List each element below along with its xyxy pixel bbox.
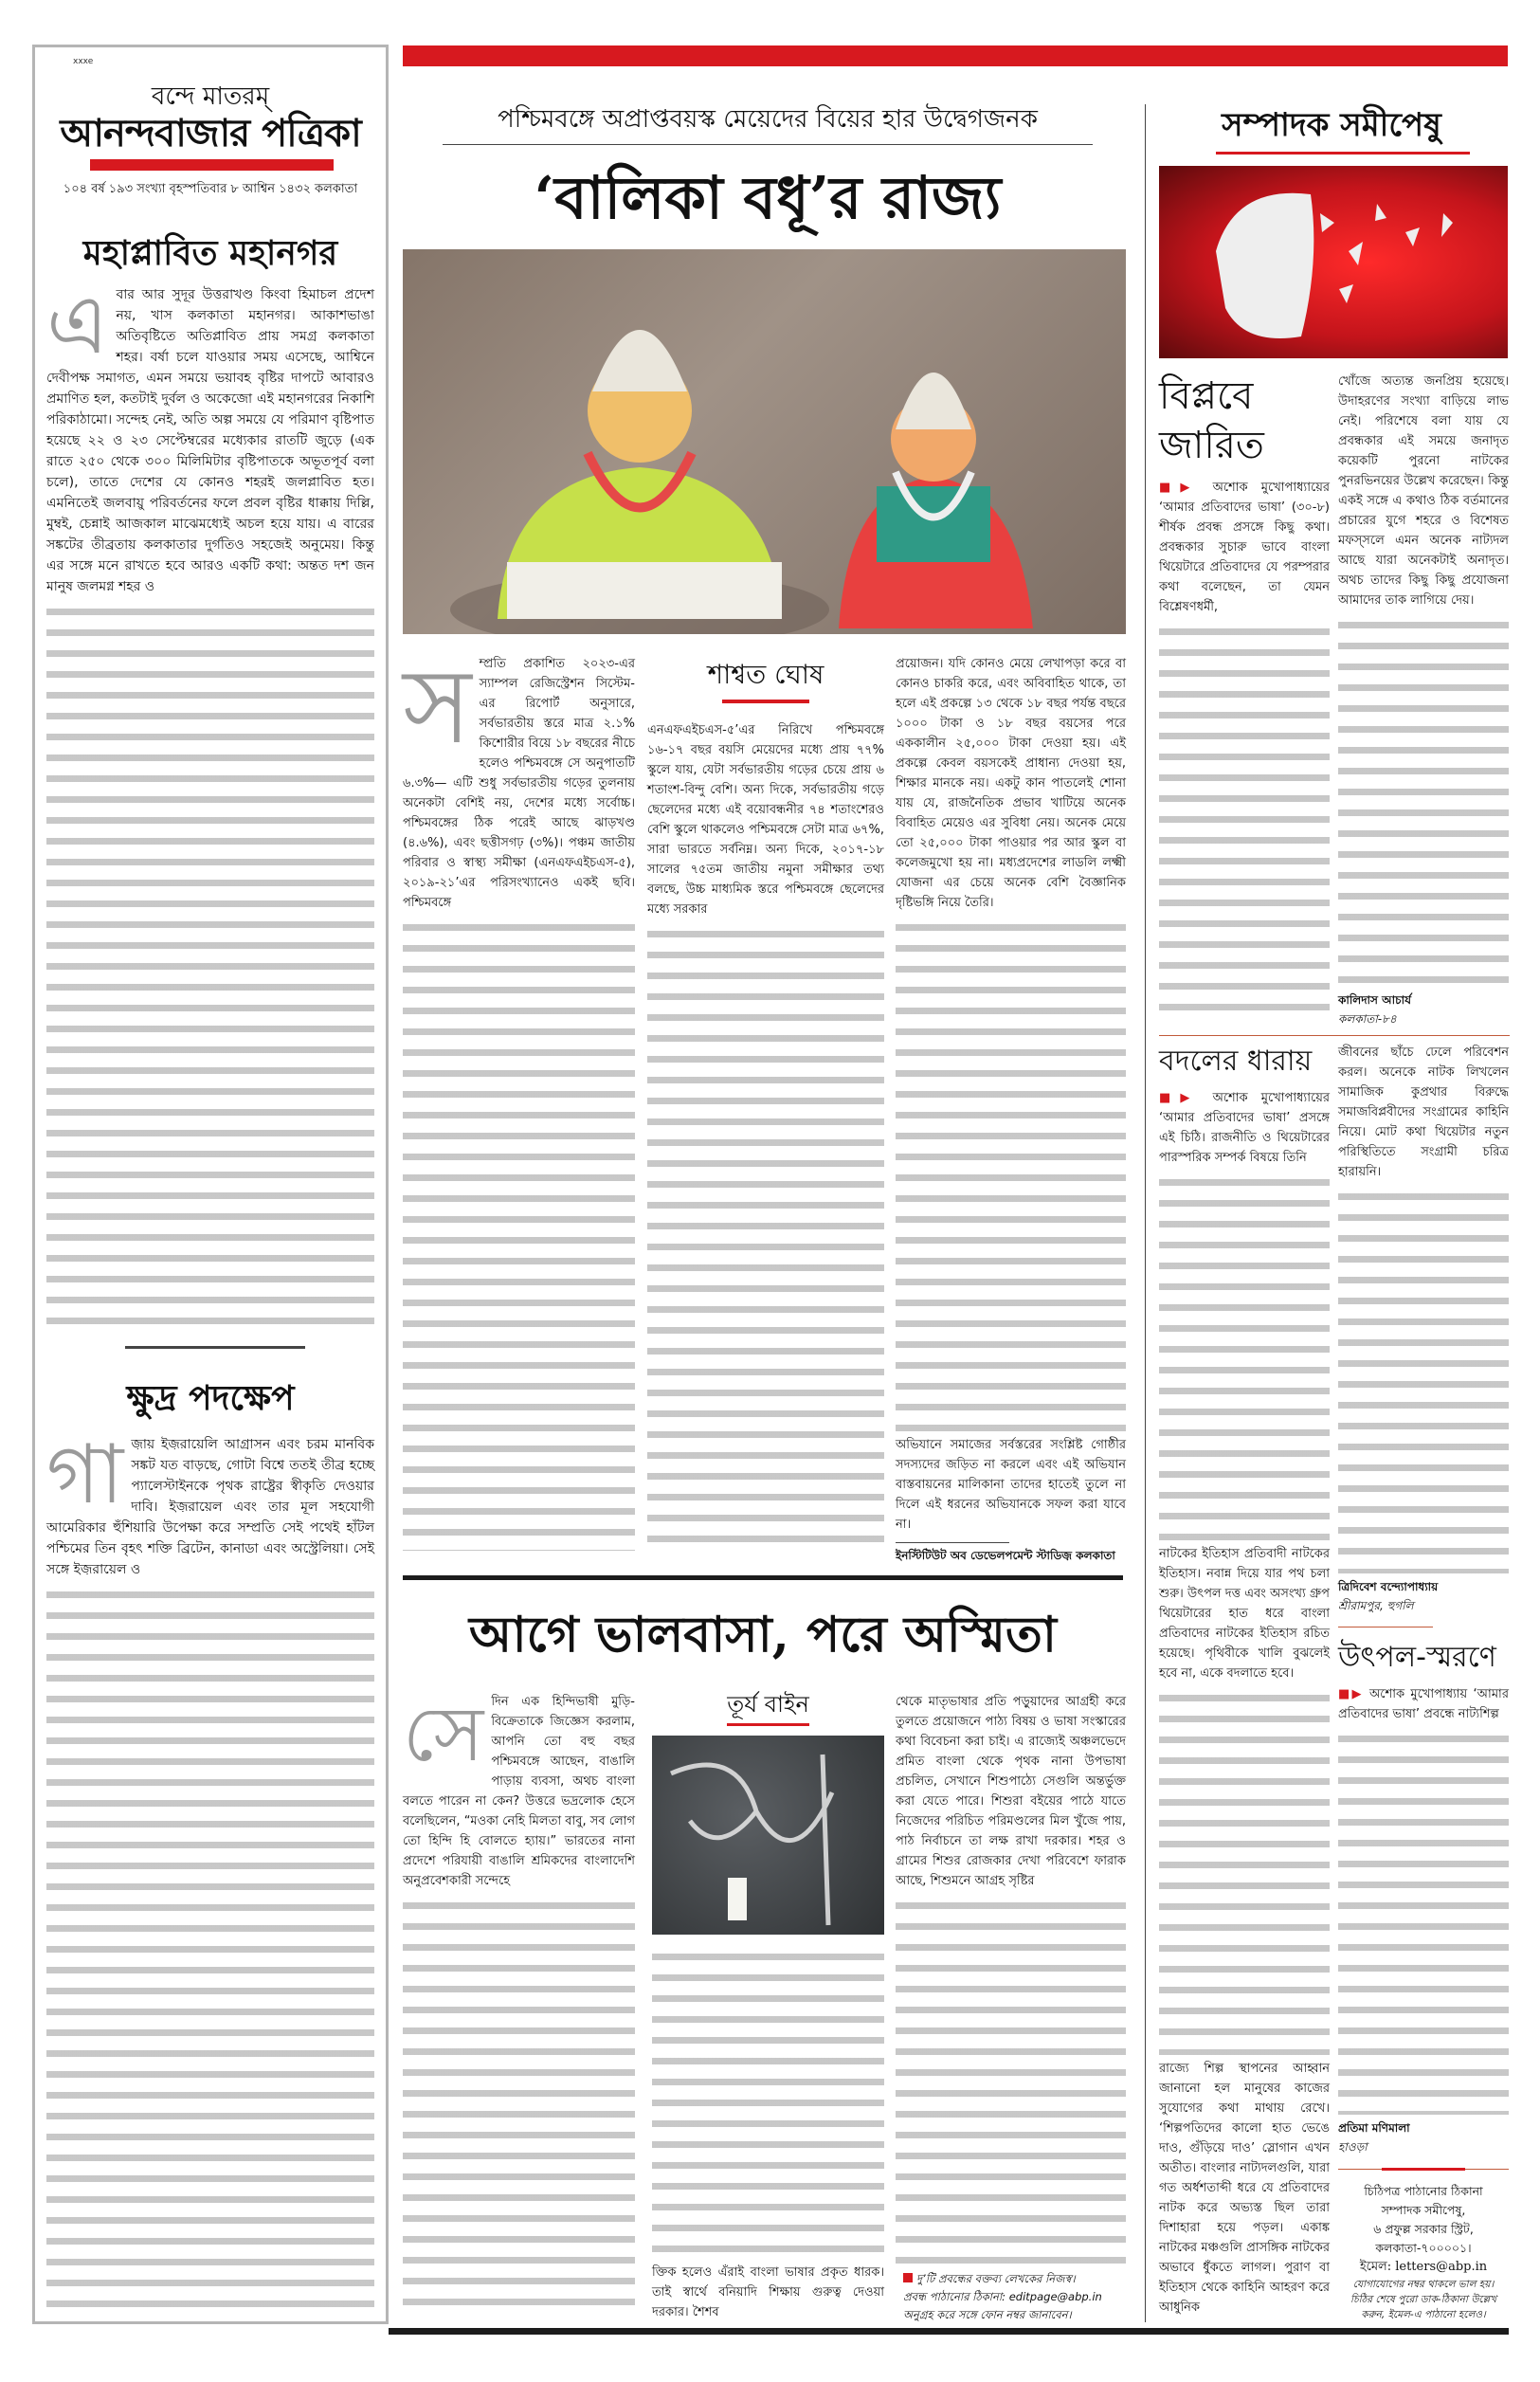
divider [1338, 2168, 1509, 2171]
letter-body-continued [1338, 1728, 1509, 2116]
letter-body-continued [1159, 621, 1330, 1025]
letter-2-left [1159, 1043, 1330, 2318]
second-col-3-continued [896, 1895, 1126, 2266]
letter-body-2: রাজ্যে শিল্প স্থাপনের আহ্বান জানানো হল মানুষের কাজের সুযোগের কথা মাথায় রেখে। ‘শিল্পপতিদের কালো হাত ভেঙে দাও, গুঁড়িয়ে দাও’ স্লোগান এখন অতীত। বাংলার নাট্যদলগুলি, যারা গত অর্ধশতাব্দী ধরে যে প্রতিবাদের নাটক করে অভ্যস্ত ছিল তারা দিশাহারা হয়ে পড়ল। একাঙ্ক নাটকের মঞ্চগুলি প্রাসঙ্গিক নাটকের অভাবে ধুঁকতে লাগল। পুরাণ বা ইতিহাস থেকে কাহিনি আহরণ করে আধুনিক [1159, 2062, 1330, 2315]
letter-author: প্রতিমা মণিমালা [1338, 2121, 1410, 2135]
drop-cap: সে [403, 1690, 484, 1778]
dolls-illustration [403, 249, 1126, 634]
kicker-underline [443, 144, 1093, 145]
top-red-bar [403, 45, 1508, 66]
disclaimer-box: দু’টি প্রবন্ধের বক্তব্য লেখকের নিজস্ব। প্রবন্ধ পাঠানোর ঠিকানা: editpage@abp.in অনুগ্রহ করে সঙ্গে ফোন নম্বর জানাবেন। [896, 2270, 1126, 2324]
letter-body-2: খোঁজে অত্যন্ত জনপ্রিয় হয়েছে। উদাহরণের সংখ্যা বাড়িয়ে লাভ নেই। পরিশেষে বলা যায় যে প্রবন্ধকার এই সময়ে জনাদৃত কয়েকটি পুরনো নাটকের পুনরভিনয়ের উল্লেখ করেছেন। কিন্তু একই সঙ্গে এ কথাও ঠিক বর্তমানের প্রচারের যুগে শহরে ও বিশেষত মফস্সলে এমন অনেক নাট্যদল আছে যারা অনেকটাই অনাদৃত। অথচ তাদের কিছু কিছু প্রযোজনা আমাদের তাক লাগিয়ে দেয়। [1338, 374, 1509, 608]
drop-cap: গা [46, 1427, 124, 1522]
lead-byline: শাশ্বত ঘোষ [707, 659, 824, 690]
letter-body: ■▶ অশোক মুখোপাধ্যায়ের ‘আমার প্রতিবাদের ভাষা’ প্রসঙ্গে এই চিঠি। রাজনীতি ও থিয়েটারের পারস্পরিক সম্পর্ক বিষয়ে তিনি [1159, 1091, 1331, 1165]
section-rule [403, 1575, 1123, 1580]
letter-place: হাওড়া [1338, 2140, 1368, 2154]
second-col-2-text [652, 1946, 884, 2259]
letter-author: ত্রিদিবেশ বন্দ্যোপাধ্যায় [1338, 1579, 1439, 1593]
letters-address-box: চিঠিপত্র পাঠানোর ঠিকানা সম্পাদক সমীপেষু, ৬ প্রফুল্ল সরকার স্ট্রিট, কলকাতা-৭০০০০১। ইমেল: letters@abp.in যোগাযোগের নম্বর থাকলে ভাল হয়। চিঠির শেষে পুরো ডাক-ঠিকানা উল্লেখ করুন, ইমেল-এ পাঠানো হলেও। [1338, 2182, 1509, 2322]
second-column-1 [403, 1692, 635, 2322]
arrow-bullet-icon: ■▶ [1338, 1686, 1370, 1701]
letters-email: ইমেল: letters@abp.in [1359, 2260, 1488, 2274]
broken-mask-icon [1159, 166, 1508, 358]
chalkboard-photo [652, 1736, 884, 1935]
lead-column-3 [896, 654, 1126, 1564]
lead-col-3-continued [896, 917, 1126, 1431]
editorial-headline: মহাপ্লাবিত মহানগর [82, 233, 338, 273]
dateline: ১০৪ বর্ষ ১৯৩ সংখ্যা বৃহস্পতিবার ৮ আশ্বিন ১৪৩২ কলকাতা [63, 182, 358, 196]
byline-underline [722, 700, 809, 703]
bottom-rule [389, 2328, 1509, 2335]
drop-cap: স [403, 646, 472, 767]
letter-title: উৎপল-স্মরণে [1338, 1640, 1496, 1674]
second-col-3: থেকে মাতৃভাষার প্রতি পড়ুয়াদের আগ্রহী করে তুলতে প্রয়োজনে পাঠ্য বিষয় ও ভাষা সংস্কারের কথা বিবেচনা করা চাই। এ রাজ্যেই অঞ্চলভেদে প্রমিত বাংলা থেকে পৃথক নানা উপভাষা প্রচলিত, সেখানে শিশুপাঠ্যে সেগুলি অন্তর্ভুক্ত করা যেতে পারে। শিশুরা বইয়ের পাঠে যাতে নিজেদের পরিচিত পরিমণ্ডলের মিল খুঁজে পায়, পাঠ নির্বাচনে তা লক্ষ রাখা দরকার। শহর ও গ্রামের শিশুর রোজকার দেখা পরিবেশে ফারাক আছে, শিশুমনে আগ্রহ সৃষ্টির [896, 1695, 1126, 1888]
masthead-logo: আনন্দবাজার পত্রিকা [60, 111, 361, 155]
letter-body-3: নাটকের ইতিহাস প্রতিবাদী নাটকের ইতিহাস। নবান্ন দিয়ে যার পথ চলা শুরু। উৎপল দত্ত এবং অসংখ্য গ্রুপ থিয়েটারের হাত ধরে বাংলা প্রতিবাদের নাটকের ইতিহাস রচিত হয়েছে। পৃথিবীকে খালি বুঝলেই হবে না, একে বদলাতে হবে। [1159, 1546, 1330, 1681]
editorial2-headline: ক্ষুদ্র পদক্ষেপ [126, 1378, 295, 1418]
letter-body-continued [1159, 1172, 1330, 1540]
second-headline: আগে ভালবাসা, পরে অস্মিতা [468, 1606, 1057, 1664]
byline-underline [727, 1723, 809, 1726]
lead-col-1: সম্প্রতি প্রকাশিত ২০২৩-এর স্যাম্পল রেজিস্ট্রেশন সিস্টেম-এর রিপোর্ট অনুসারে, সর্বভারতীয় স্তরে মাত্র ২.১% কিশোরীর বিয়ে ১৮ বছরের নীচে হলেও পশ্চিমবঙ্গে সে অনুপাতটি ৬.৩%— এটি শুধু সর্বভারতীয় গড়ের তুলনায় অনেকটা বেশিই নয়, দেশের মধ্যে সর্বোচ্চ। পশ্চিমবঙ্গের ঠিক পরেই আছে ঝাড়খণ্ড (৪.৬%), এবং ছত্তীসগঢ় (৩%)। পঞ্চম জাতীয় পরিবার ও স্বাস্থ্য সমীক্ষা (এনএফএইচএস-৫), ২০১৯-২১’এর পরিসংখ্যানেও একই ছবি। পশ্চিমবঙ্গে [403, 646, 635, 910]
drop-cap: এ [46, 278, 109, 373]
divider-accent [1382, 2168, 1465, 2171]
editorial-column-body [46, 278, 374, 1332]
second-column-3 [896, 1692, 1126, 2324]
second-col-2-end: ক্তিক হলেও এঁরাই বাংলা ভাষার প্রকৃত ধারক। তাই স্বার্থে বনিয়াদি শিক্ষায় গুরুত্ব দেওয়া দরকার। শৈশব [652, 2265, 884, 2319]
arrow-bullet-icon: ■▶ [1159, 1091, 1213, 1105]
editorial-column [32, 45, 389, 2324]
lead-col-3-end: অভিযানে সমাজের সর্বস্তরের সংশ্লিষ্ট গোষ্ঠীর সদস্যদের জড়িত না করলে এবং এই অভিযান বাস্তবায়নের মালিকানা তাদের হাতেই তুলে না দিলে এই ধরনের অভিযানকে সফল করা যাবে না। [896, 1438, 1126, 1532]
second-col-1-continued [403, 1895, 635, 2318]
letter-body-2-continued [1338, 1186, 1509, 1573]
editorial2-column-body [46, 1427, 374, 2316]
lead-headline: ‘বালিকা বধূ’র রাজ্য [534, 163, 1002, 232]
chalk-letter-drawing [652, 1736, 884, 1935]
editorial-body-continued [46, 601, 374, 1328]
red-square-icon [903, 2273, 913, 2282]
letter-body: ■▶ অশোক মুখোপাধ্যায় ‘আমার প্রতিবাদের ভাষা’ প্রবন্ধে নাট্যশিল্প [1338, 1686, 1509, 1721]
letter-title: বদলের ধারায় [1159, 1045, 1313, 1078]
author-note-rule [896, 1542, 1009, 1543]
lead-col-2: এনএফএইচএস-৫’এর নিরিখে পশ্চিমবঙ্গে ১৬-১৭ বছর বয়সি মেয়েদের মধ্যে প্রায় ৭৭% স্কুলে যায়, যেটা সর্বভারতীয় গড়ের চেয়ে প্রায় ৬ শতাংশ-বিন্দু বেশি। অন্য দিকে, সর্বভারতীয় গড়ে ছেলেদের মধ্যে এই বয়োবন্ধনীর ৭৪ শতাংশেরও বেশি স্কুলে থাকলেও পশ্চিমবঙ্গে সেটা মাত্র ৬৭%, সারা ভারতে সর্বনিম্ন। অন্য দিকে, ২০১৭-১৮ সালের ৭৫তম জাতীয় নমুনা সমীক্ষার তথ্য বলছে, উচ্চ মাধ্যমিক স্তরে পশ্চিমবঙ্গে ছেলেদের মধ্যে সরকার [647, 723, 884, 917]
arrow-bullet-icon: ■▶ [1159, 481, 1213, 495]
letter-title: বিপ্লবে জারিত [1159, 374, 1264, 467]
letter-1-left [1159, 372, 1330, 1028]
lead-column-2 [647, 654, 884, 1555]
letter-body: ■▶ অশোক মুখোপাধ্যায়ের ‘আমার প্রতিবাদের ভাষা’ (৩০-৮) শীর্ষক প্রবন্ধ প্রসঙ্গে কিছু কথা। প্রবন্ধকার সুচারু ভাবে বাংলা থিয়েটারে প্রতিবাদের যে পরম্পরার কথা বলেছেন, তা যেমন বিশ্লেষণধর্মী, [1159, 481, 1331, 614]
letters-section-title: সম্পাদক সমীপেষু [1222, 106, 1441, 144]
author-note: ইনস্টিটিউট অব ডেভেলপমেন্ট স্টাডিজ় কলকাতা [896, 1549, 1115, 1562]
letter-body-2: জীবনের ছাঁচে ঢেলে পরিবেশন করল। অনেকে নাটক লিখলেন সামাজিক কুপ্রথার বিরুদ্ধে সমাজবিপ্লবীদের সংগ্রামের কাহিনি নিয়ে। মোট কথা থিয়েটার নতুন পরিস্থিতিতে সংগ্রামী চরিত্র হারায়নি। [1338, 1046, 1509, 1179]
letter-place: কলকাতা-৮৪ [1338, 1012, 1397, 1026]
title-underline [1216, 152, 1470, 155]
letter-body-3-continued [1159, 1687, 1330, 2056]
second-column-2 [652, 1687, 884, 2322]
letter-1-right [1338, 372, 1509, 1028]
divider [125, 1346, 305, 1349]
lead-kicker: পশ্চিমবঙ্গে অপ্রাপ্তবয়স্ক মেয়েদের বিয়ের হার উদ্বেগজনক [498, 105, 1038, 134]
theatre-mask-illustration [1159, 166, 1508, 358]
lead-col-3: প্রয়োজন। যদি কোনও মেয়ে লেখাপড়া করে বা কোনও চাকরি করে, এবং অবিবাহিত থাকে, তা হলে এই প্রকল্পে ১৩ থেকে ১৮ বছর পর্যন্ত বছরে ১০০০ টাকা ও ১৮ বছর বয়সের পরে এককালীন ২৫,০০০ টাকা দেওয়া হয়। এই প্রকল্পে কেবল বয়সকেই প্রাধান্য দেওয়া হয়, শিক্ষার মানকে নয়। একটু কান পাতলেই শোনা যায় যে, রাজনৈতিক প্রভাব খাটিয়ে অনেক বিবাহিত মেয়েও এর সুবিধা নেয়। অনেক মেয়ে তো ২৫,০০০ টাকা পাওয়ার পর আর স্কুল বা কলেজমুখো হয় না। মধ্যপ্রদেশের লাডলি লক্ষ্মী যোজনা এর চেয়ে অনেক বেশি বৈজ্ঞানিক দৃষ্টিভঙ্গি নিয়ে তৈরি। [896, 657, 1126, 910]
second-byline: তূর্য বাইন [727, 1691, 809, 1718]
masthead-red-bar [90, 159, 334, 171]
letter-2-3-right [1338, 1043, 1509, 2322]
lead-col-2-continued [647, 923, 884, 1551]
submit-email: প্রবন্ধ পাঠানোর ঠিকানা: editpage@abp.in [903, 2290, 1102, 2303]
letter-place: শ্রীরামপুর, হুগলি [1338, 1598, 1414, 1612]
letter-author: কালিদাস আচার্য [1338, 993, 1412, 1007]
second-col-1: সেদিন এক হিন্দিভাষী মুড়ি-বিক্রেতাকে জিজ্ঞেস করলাম, আপনি তো বহু বছর পশ্চিমবঙ্গে আছেন, বাঙালি পাড়ায় ব্যবসা, অথচ বাংলা বলতে পারেন না কেন? উত্তরে ভদ্রলোক হেসে বলেছিলেন, “মওকা নেহি মিলতা বাবু, সব লোগ তো হিন্দি হি বোলতে হ্যায়।” ভারতের নানা প্রদেশে পরিযায়ী বাঙালি শ্রমিকদের বাংলাদেশি অনুপ্রবেশকারী সন্দেহে [403, 1690, 635, 1888]
masthead-motto: বন্দে মাতরম্ [151, 82, 270, 111]
lead-column-1 [403, 646, 635, 1555]
page-code: xxxe [73, 57, 94, 66]
column-divider [1145, 104, 1146, 2322]
editorial2-body-continued [46, 1584, 374, 2312]
divider [1159, 1035, 1510, 1036]
lead-col-1-continued [403, 917, 635, 1551]
editorial-body: এবার আর সুদূর উত্তরাখণ্ড কিংবা হিমাচল প্রদেশ নয়, খাস কলকাতা মহানগর। আকাশভাঙা অতিবৃষ্টিতে অতিপ্লাবিত প্রায় সমগ্র কলকাতা শহর। বর্ষা চলে যাওয়ার সময় এসেছে, আশ্বিনে দেবীপক্ষ সমাগত, এমন সময়ে ভয়াবহ বৃষ্টির দাপটে আবারও প্রমাণিত হল, কতটাই দুর্বল ও অকেজো এই মহানগরের নিকাশি পরিকাঠামো। সন্দেহ নেই, অতি অল্প সময়ে যে পরিমাণ বৃষ্টিপাত হয়েছে ২২ ও ২৩ সেপ্টেম্বরের মধ্যেকার রাতটি জুড়ে (এক রাতে ২৫০ থেকে ৩০০ মিলিমিটার বৃষ্টিপাতকে অভূতপূর্ব বলা চলে), তাতে দেশের যে কোনও শহরই জলপ্লাবিত হত। এমনিতেই জলবায়ু পরিবর্তনের ফলে প্রবল বৃষ্টির ধাক্কায় দিল্লি, মুম্বই, চেন্নাই আজকাল মাঝেমধ্যেই অচল হয়ে যায়। এ বারের সঙ্কটের তীব্রতায় কলকাতার দুর্গতিও সহজেই অনুমেয়। কিন্তু এর সঙ্গে মনে রাখতে হবে আরও একটি কথা: অন্তত দশ জন মানুষ জলমগ্ন শহর ও [46, 278, 374, 594]
editorial2-body: গাজ়ায় ইজ়রায়েলি আগ্রাসন এবং চরম মানবিক সঙ্কট যত বাড়ছে, গোটা বিশ্বে ততই তীব্র হচ্ছে প্যালেস্টাইনকে পৃথক রাষ্ট্রের স্বীকৃতি দেওয়ার দাবি। ইজ়রায়েল এবং তার মূল সহযোগী আমেরিকার হুঁশিয়ারি উপেক্ষা করে সম্প্রতি সেই পথেই হাঁটল পশ্চিমের তিন বৃহৎ শক্তি ব্রিটেন, কানাডা এবং অস্ট্রেলিয়া। সেই সঙ্গে ইজ়রায়েল ও [46, 1427, 374, 1577]
letter-body-2-continued [1338, 614, 1509, 987]
lead-photo-dolls [403, 249, 1126, 634]
